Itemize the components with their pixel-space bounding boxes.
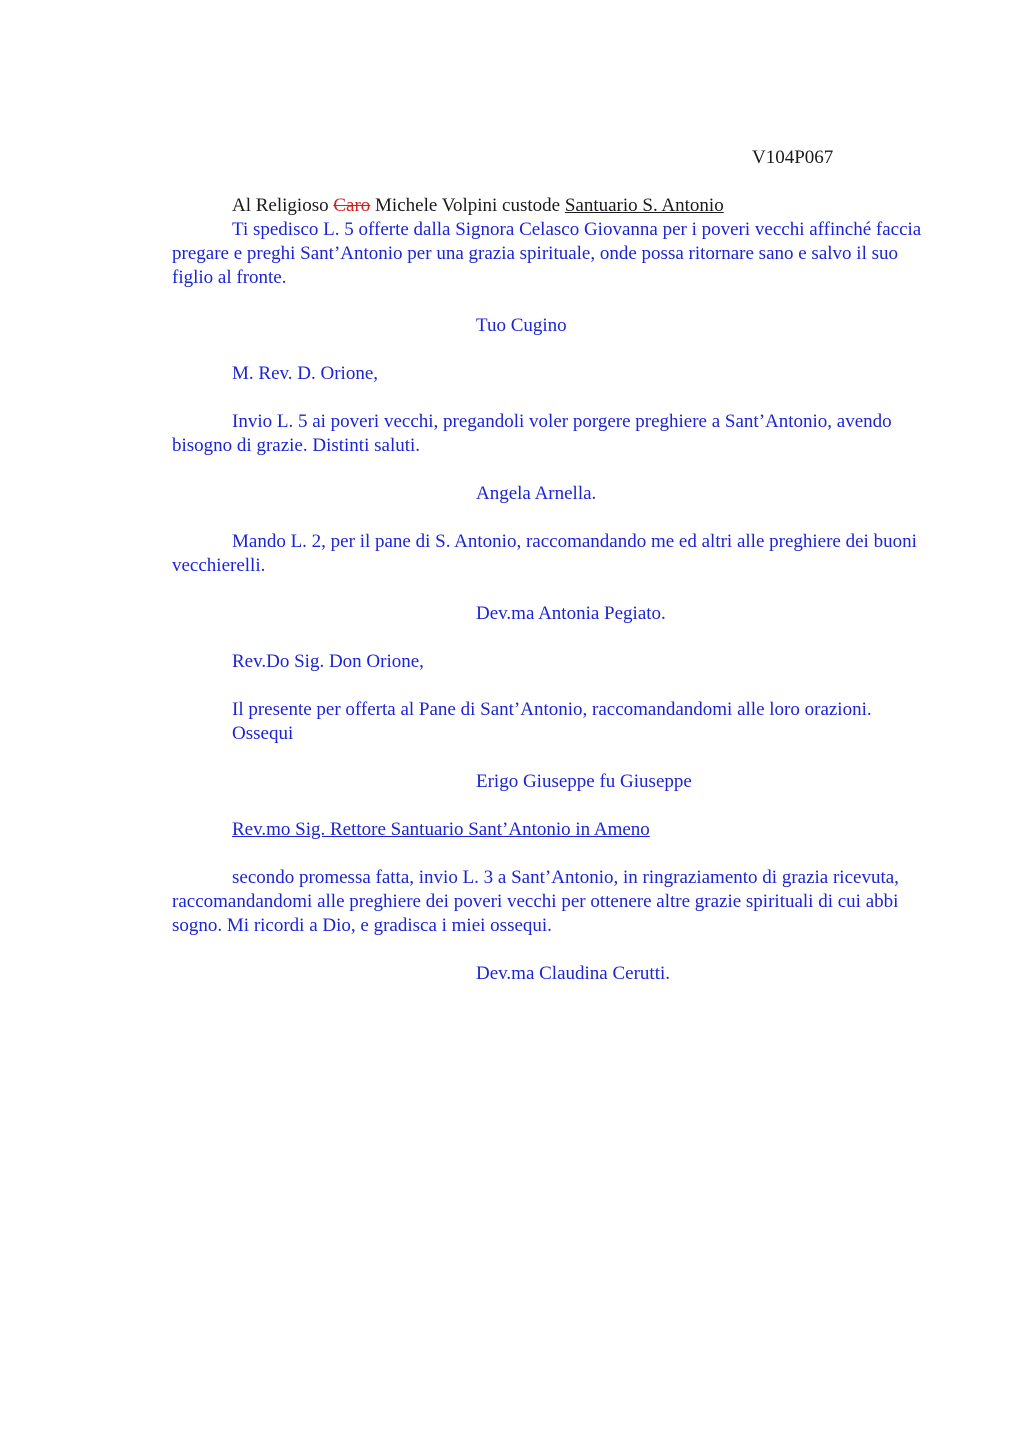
address-underlined: Santuario S. Antonio: [564, 195, 724, 216]
letter4-signature: Erigo Giuseppe fu Giuseppe: [476, 771, 692, 792]
letter2-signature: Angela Arnella.: [476, 483, 597, 504]
address-middle: Michele Volpini custode: [370, 195, 565, 216]
letter4-closing: Ossequi: [232, 723, 294, 744]
letter1-signature: Tuo Cugino: [476, 315, 567, 336]
letter1-body: Ti spedisco L. 5 offerte dalla Signora Celasco Giovanna per i poveri vecchi affinché faccia pregare e preghi Sant’Antonio per una grazia spirituale, onde possa ritornare sano e salvo il suo figlio al fronte.: [172, 219, 922, 288]
letter5-salutation-text: Rev.mo Sig. Rettore Santuario Sant’Antonio in Ameno: [232, 819, 650, 840]
letter2-body: Invio L. 5 ai poveri vecchi, pregandoli voler porgere preghiere a Sant’Antonio, avendo bisogno di grazie. Distinti saluti.: [172, 411, 892, 456]
letter3-signature: Dev.ma Antonia Pegiato.: [476, 603, 666, 624]
letter3-body: Mando L. 2, per il pane di S. Antonio, raccomandando me ed altri alle preghiere dei buoni vecchierelli.: [172, 531, 917, 576]
address-struck-word: Caro: [333, 195, 371, 216]
letter2-salutation: M. Rev. D. Orione,: [232, 363, 378, 384]
reference-code: V104P067: [752, 147, 834, 168]
letter5-salutation: [172, 818, 932, 842]
letter1-address: [172, 194, 932, 218]
letter5-body: secondo promessa fatta, invio L. 3 a Sant’Antonio, in ringraziamento di grazia ricevuta, raccomandandomi alle preghiere dei poveri vecchi per ottenere altre grazie spirituali di cui abbi sogno. Mi ricordi a Dio, e gradisca i miei ossequi.: [172, 867, 899, 936]
document-body: [172, 194, 932, 986]
letter4-body: Il presente per offerta al Pane di Sant’Antonio, raccomandandomi alle loro orazioni.: [232, 699, 872, 720]
address-prefix: Al Religioso: [232, 195, 334, 216]
letter4-salutation: Rev.Do Sig. Don Orione,: [232, 651, 424, 672]
letter5-signature: Dev.ma Claudina Cerutti.: [476, 963, 670, 984]
